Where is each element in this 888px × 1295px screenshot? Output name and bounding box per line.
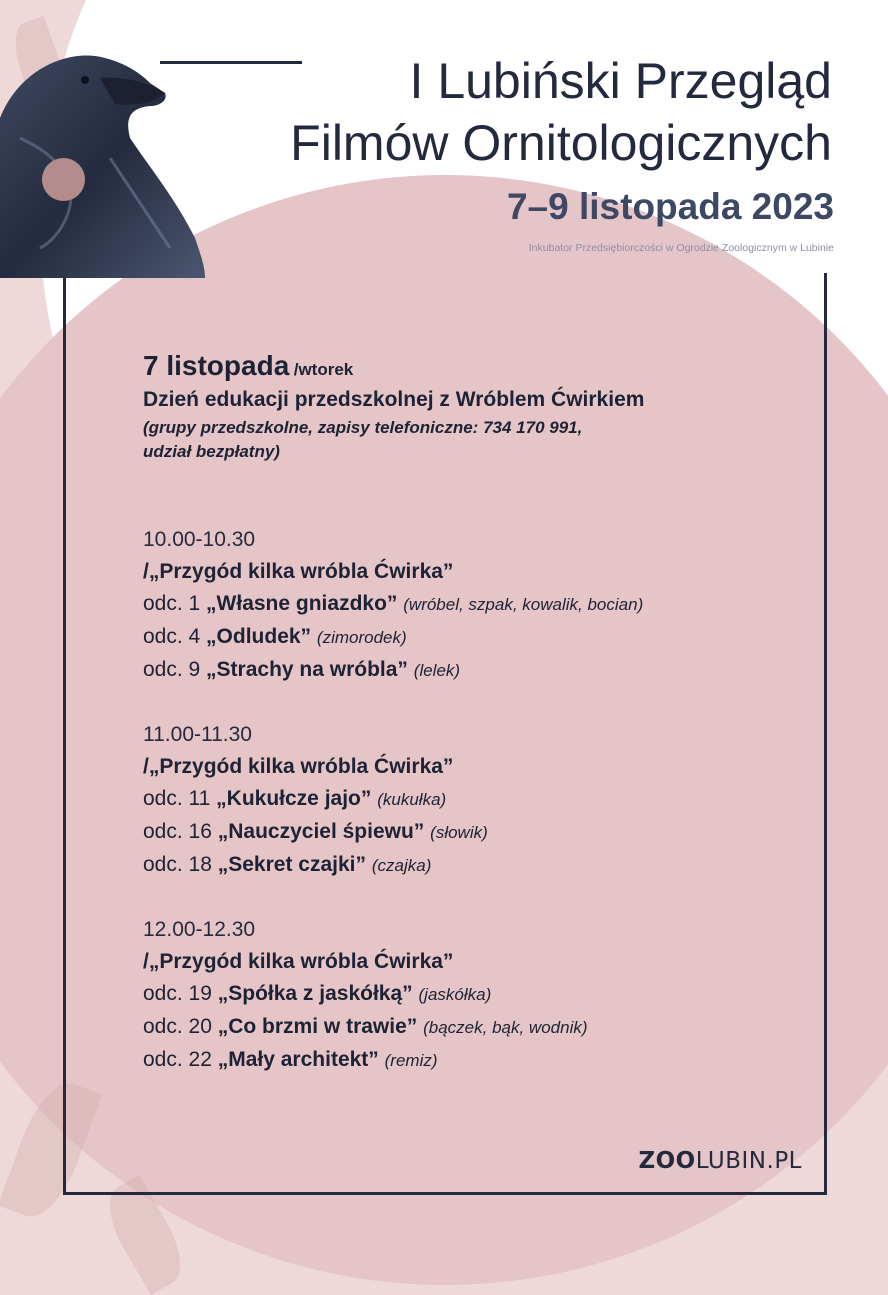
episode-title: „Nauczyciel śpiewu” xyxy=(217,820,425,843)
session-block xyxy=(143,719,793,882)
session-series: /„Przygód kilka wróbla Ćwirka” xyxy=(143,560,454,583)
logo-lubin: LUBIN.PL xyxy=(695,1148,802,1174)
episode-item xyxy=(143,621,793,654)
episode-birds: (bączek, bąk, wodnik) xyxy=(423,1018,588,1037)
episode-birds: (zimorodek) xyxy=(316,628,407,647)
episode-title: „Co brzmi w trawie” xyxy=(217,1015,418,1038)
episode-item xyxy=(143,978,793,1011)
frame-left-line xyxy=(63,180,66,1195)
episode-birds: (jaskółka) xyxy=(418,985,492,1004)
episode-number: odc. 16 xyxy=(143,820,218,843)
day-date: 7 listopada xyxy=(143,350,290,381)
episode-birds: (kukułka) xyxy=(377,790,447,809)
session-block xyxy=(143,914,793,1077)
program-content xyxy=(143,350,793,1077)
episode-title: „Odludek” xyxy=(206,625,312,648)
episode-item xyxy=(143,816,793,849)
day-weekday: /wtorek xyxy=(293,360,354,379)
episode-title: „Spółka z jaskółką” xyxy=(217,982,413,1005)
episode-number: odc. 19 xyxy=(143,982,218,1005)
session-time: 11.00-11.30 xyxy=(143,723,252,746)
day-title: Dzień edukacji przedszkolnej z Wróblem Ćwirkiem xyxy=(143,388,645,411)
raven-illustration xyxy=(0,48,210,278)
episode-item xyxy=(143,849,793,882)
episode-item xyxy=(143,1011,793,1044)
episode-number: odc. 18 xyxy=(143,853,218,876)
episode-number: odc. 22 xyxy=(143,1048,218,1071)
frame-right-line xyxy=(824,273,827,1195)
event-title-line2: Filmów Ornitologicznych xyxy=(290,115,832,171)
session-block xyxy=(143,524,793,687)
session-time: 12.00-12.30 xyxy=(143,918,256,941)
episode-title: „Sekret czajki” xyxy=(217,853,366,876)
decorative-dot xyxy=(42,158,85,201)
episode-item xyxy=(143,588,793,621)
episode-birds: (lelek) xyxy=(413,661,461,680)
day-note-line1: (grupy przedszkolne, zapisy telefoniczne: 734 170 991, xyxy=(143,418,583,437)
episode-birds: (wróbel, szpak, kowalik, bocian) xyxy=(403,595,644,614)
episode-item xyxy=(143,783,793,816)
episode-title: „Strachy na wróbla” xyxy=(206,658,408,681)
episode-birds: (remiz) xyxy=(384,1051,438,1070)
episode-number: odc. 4 xyxy=(143,625,207,648)
episode-birds: (słowik) xyxy=(430,823,488,842)
episode-birds: (czajka) xyxy=(371,856,432,875)
episode-title: „Własne gniazdko” xyxy=(206,592,398,615)
event-venue: Inkubator Przedsiębiorczości w Ogrodzie Zoologicznym w Lubinie xyxy=(528,242,834,254)
episode-number: odc. 9 xyxy=(143,658,207,681)
episode-number: odc. 1 xyxy=(143,592,207,615)
session-time: 10.00-10.30 xyxy=(143,528,256,551)
episode-title: „Kukułcze jajo” xyxy=(216,787,372,810)
zoo-lubin-logo[interactable] xyxy=(638,1148,802,1174)
day-heading xyxy=(143,350,793,382)
day-note-line2: udział bezpłatny) xyxy=(143,442,280,461)
episode-number: odc. 11 xyxy=(143,787,217,810)
episode-item xyxy=(143,654,793,687)
episode-title: „Mały architekt” xyxy=(217,1048,379,1071)
event-title-line1: I Lubiński Przegląd xyxy=(409,53,832,109)
day-note xyxy=(143,416,793,464)
frame-bottom-line xyxy=(63,1192,827,1195)
session-series: /„Przygód kilka wróbla Ćwirka” xyxy=(143,950,454,973)
event-dates: 7–9 listopada 2023 xyxy=(506,186,834,227)
session-series: /„Przygód kilka wróbla Ćwirka” xyxy=(143,755,454,778)
logo-zoo: ZOO xyxy=(638,1148,696,1174)
episode-number: odc. 20 xyxy=(143,1015,218,1038)
episode-item xyxy=(143,1044,793,1077)
